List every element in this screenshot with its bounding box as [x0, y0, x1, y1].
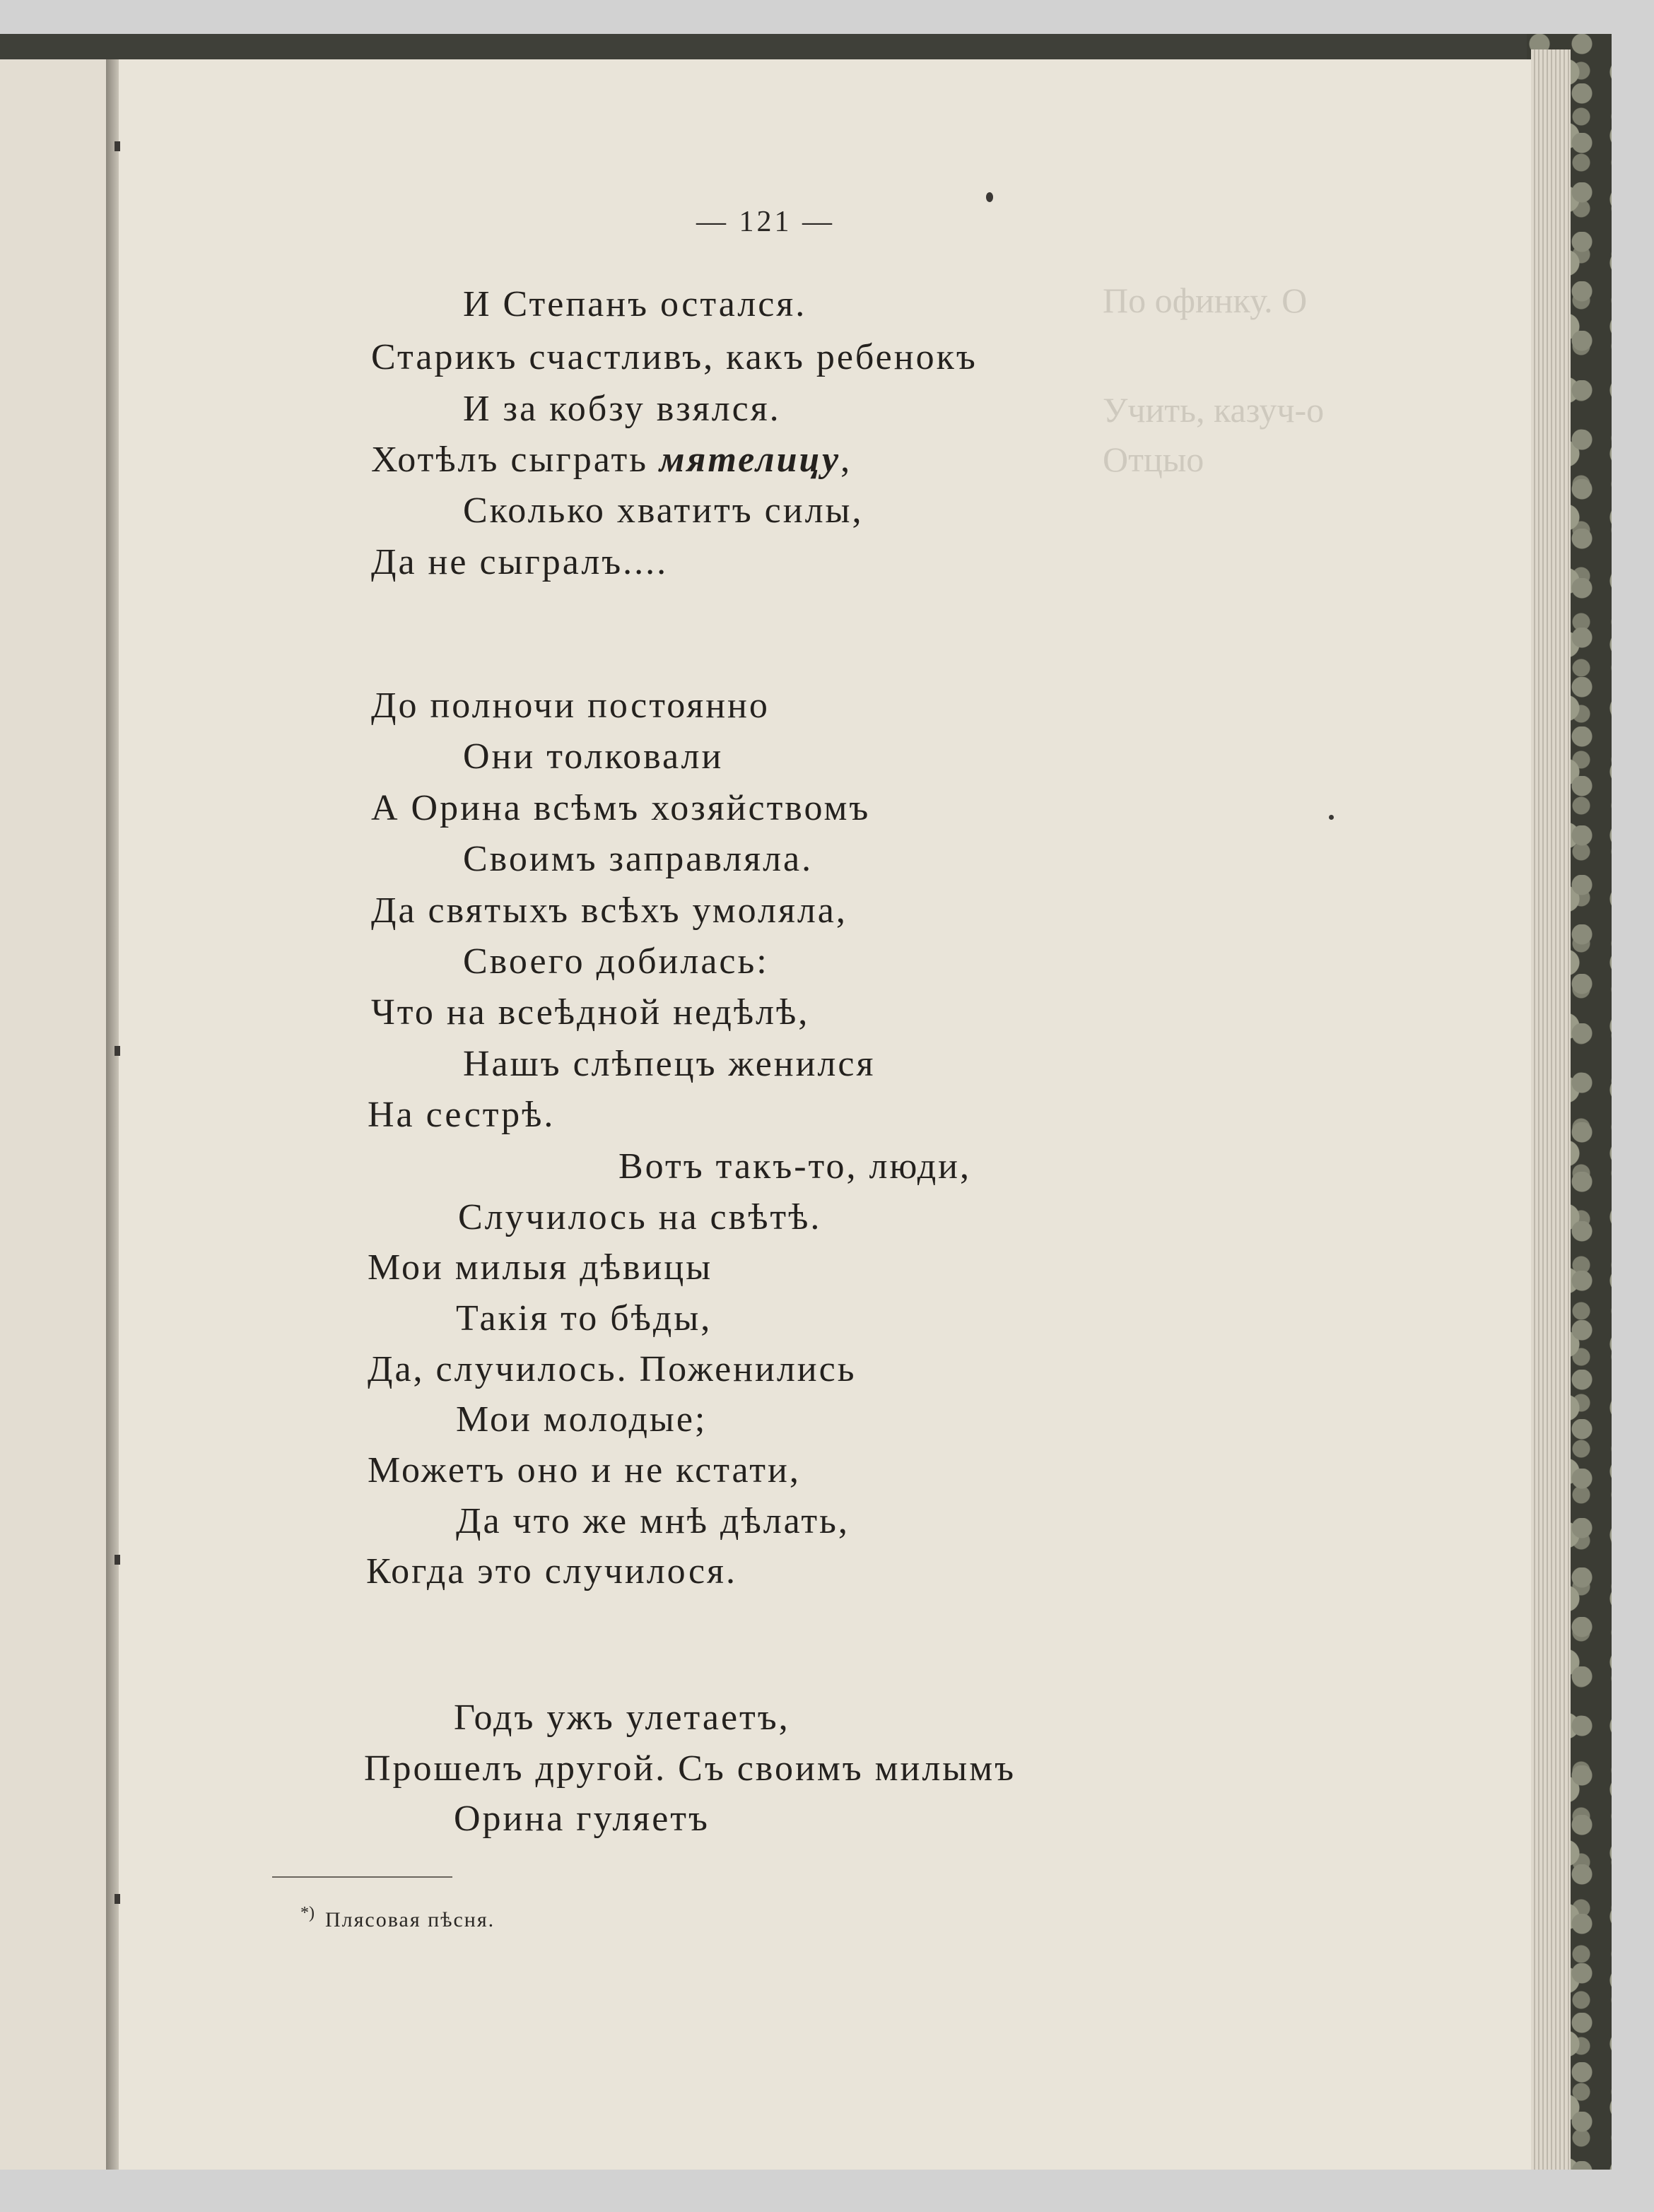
- poem-line: Да что же мнѣ дѣлать,: [456, 1501, 850, 1541]
- poem-line: А Орина всѣмъ хозяйствомъ: [371, 788, 871, 828]
- poem-line: Можетъ оно и не кстати,: [368, 1450, 801, 1490]
- poem-line: Мои молодые;: [456, 1399, 708, 1440]
- poem-line: Сколько хватитъ силы,: [463, 490, 864, 531]
- poem-line: Нашъ слѣпецъ женился: [463, 1044, 876, 1084]
- binding-mark: [115, 1555, 120, 1565]
- footnote-text: Плясовая пѣсня.: [325, 1908, 495, 1931]
- page-number: — 121 —: [696, 206, 835, 238]
- poem-line: И за кобзу взялся.: [463, 389, 781, 429]
- binding-mark: [115, 1894, 120, 1904]
- poem-line: На сестрѣ.: [368, 1095, 556, 1135]
- ink-speck: [1329, 815, 1334, 820]
- poem-line: [371, 442, 852, 478]
- poem-line: Что на всеѣдной недѣлѣ,: [371, 992, 810, 1033]
- page-stack-edge: [1531, 49, 1571, 2170]
- poem-line: Они толковали: [463, 736, 724, 777]
- poem-line: Вотъ такъ-то, люди,: [618, 1146, 971, 1187]
- page-gutter: [106, 59, 119, 2170]
- binding-mark: [115, 141, 120, 151]
- binding-mark: [115, 1046, 120, 1056]
- footnote-divider: [272, 1876, 452, 1878]
- poem-line: Такія то бѣды,: [456, 1298, 712, 1339]
- poem-line: Орина гуляетъ: [454, 1799, 710, 1839]
- footnote-mark: *): [300, 1904, 315, 1922]
- poem-line: Годъ ужъ улетаетъ,: [454, 1698, 790, 1738]
- bleed-through-text: Учить, казуч-о: [1103, 390, 1325, 430]
- poem-line: Прошелъ другой. Съ своимъ милымъ: [364, 1748, 1016, 1789]
- poem-line-text: Хотѣлъ сыграть: [371, 440, 648, 480]
- poem-line: Когда это случилося.: [366, 1551, 737, 1592]
- poem-line: Да не сыгралъ....: [371, 542, 669, 582]
- bleed-through-text: Отцыо: [1103, 440, 1204, 479]
- poem-line: Да святыхъ всѣхъ умоляла,: [371, 890, 847, 931]
- poem-line: Старикъ счастливъ, какъ ребенокъ: [371, 337, 978, 377]
- poem-line: До полночи постоянно: [371, 686, 770, 726]
- punctuation: ,: [840, 440, 852, 480]
- emphasized-word: мятелицу: [659, 440, 841, 480]
- poem-line: Случилось на свѣтѣ.: [458, 1197, 822, 1237]
- poem-line: И Степанъ остался.: [463, 284, 807, 324]
- poem-line: Да, случилось. Поженились: [368, 1349, 857, 1389]
- poem-line: Мои милыя дѣвицы: [368, 1247, 713, 1288]
- bleed-through-text: По офинку. О: [1103, 281, 1308, 320]
- ink-speck: [986, 192, 993, 202]
- left-page-edge: [0, 59, 110, 2170]
- poem-line: Своимъ заправляла.: [463, 839, 814, 879]
- poem-line: Своего добилась:: [463, 941, 769, 982]
